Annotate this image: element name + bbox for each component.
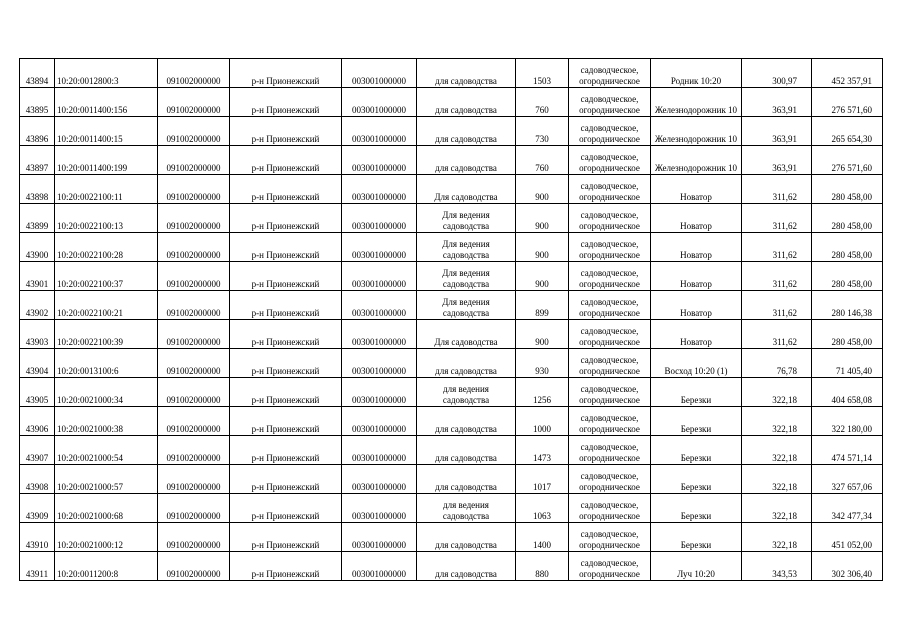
cadastral-value-cell: 451 052,00 xyxy=(812,523,883,552)
land-category-cell xyxy=(569,59,651,88)
table-row xyxy=(20,291,883,320)
specific-value-cell: 322,18 xyxy=(742,407,812,436)
permitted-use-line: для садоводства xyxy=(435,134,497,144)
land-category-cell xyxy=(569,233,651,262)
category-code-cell: 003001000000 xyxy=(342,88,417,117)
table-row xyxy=(20,262,883,291)
okato-code-cell: 091002000000 xyxy=(158,465,230,494)
land-category-line: огородническое xyxy=(579,511,640,521)
area-cell: 1063 xyxy=(516,494,569,523)
land-category-line: садоводческое, xyxy=(580,326,639,336)
specific-value-cell: 311,62 xyxy=(742,233,812,262)
permitted-use-line: для ведения xyxy=(443,500,489,510)
cadastral-value-cell: 474 571,14 xyxy=(812,436,883,465)
area-cell: 900 xyxy=(516,233,569,262)
land-category-line: огородническое xyxy=(579,453,640,463)
table-row xyxy=(20,146,883,175)
cadastral-value-cell: 322 180,00 xyxy=(812,407,883,436)
permitted-use-line: для ведения xyxy=(443,384,489,394)
cadastral-value-cell: 71 405,40 xyxy=(812,349,883,378)
area-cell: 900 xyxy=(516,204,569,233)
area-cell: 1503 xyxy=(516,59,569,88)
category-code-cell: 003001000000 xyxy=(342,262,417,291)
land-category-line: огородническое xyxy=(579,482,640,492)
permitted-use-cell xyxy=(417,233,516,262)
okato-code-cell: 091002000000 xyxy=(158,233,230,262)
cadastral-number-cell: 10:20:0022100:21 xyxy=(55,291,158,320)
permitted-use-cell xyxy=(417,59,516,88)
land-category-line: садоводческое, xyxy=(580,94,639,104)
cadastral-number-cell: 10:20:0022100:11 xyxy=(55,175,158,204)
table-row xyxy=(20,494,883,523)
okato-code-cell: 091002000000 xyxy=(158,88,230,117)
cadastral-number-cell: 10:20:0022100:28 xyxy=(55,233,158,262)
area-cell: 1473 xyxy=(516,436,569,465)
land-category-cell xyxy=(569,262,651,291)
cadastral-number-cell: 10:20:0022100:37 xyxy=(55,262,158,291)
okato-code-cell: 091002000000 xyxy=(158,523,230,552)
cadastral-number-cell: 10:20:0022100:39 xyxy=(55,320,158,349)
permitted-use-cell xyxy=(417,378,516,407)
land-category-cell xyxy=(569,117,651,146)
land-category-line: садоводческое, xyxy=(580,529,639,539)
association-name-cell: Березки xyxy=(651,407,742,436)
association-name-cell: Новатор xyxy=(651,320,742,349)
okato-code-cell: 091002000000 xyxy=(158,175,230,204)
area-cell: 730 xyxy=(516,117,569,146)
area-cell: 900 xyxy=(516,262,569,291)
okato-code-cell: 091002000000 xyxy=(158,320,230,349)
land-category-cell xyxy=(569,407,651,436)
land-category-cell xyxy=(569,552,651,581)
okato-code-cell: 091002000000 xyxy=(158,407,230,436)
association-name-cell: Березки xyxy=(651,494,742,523)
land-category-line: огородническое xyxy=(579,337,640,347)
permitted-use-line: садоводства xyxy=(442,395,490,405)
land-category-line: садоводческое, xyxy=(580,65,639,75)
okato-code-cell: 091002000000 xyxy=(158,552,230,581)
specific-value-cell: 363,91 xyxy=(742,117,812,146)
cadastral-number-cell: 10:20:0022100:13 xyxy=(55,204,158,233)
area-cell: 1256 xyxy=(516,378,569,407)
association-name-cell: Новатор xyxy=(651,204,742,233)
row-number-cell: 43899 xyxy=(20,204,55,233)
permitted-use-line: для садоводства xyxy=(435,424,497,434)
land-category-cell xyxy=(569,204,651,233)
permitted-use-line: Для ведения xyxy=(442,239,490,249)
district-cell: р-н Прионежский xyxy=(230,436,342,465)
cadastral-value-cell: 302 306,40 xyxy=(812,552,883,581)
association-name-cell: Железнодорожник 10 xyxy=(651,117,742,146)
land-category-line: огородническое xyxy=(579,308,640,318)
area-cell: 760 xyxy=(516,88,569,117)
category-code-cell: 003001000000 xyxy=(342,465,417,494)
permitted-use-cell xyxy=(417,407,516,436)
district-cell: р-н Прионежский xyxy=(230,59,342,88)
permitted-use-cell xyxy=(417,262,516,291)
permitted-use-cell xyxy=(417,436,516,465)
permitted-use-line: садоводства xyxy=(442,308,490,318)
category-code-cell: 003001000000 xyxy=(342,291,417,320)
land-category-line: огородническое xyxy=(579,163,640,173)
association-name-cell: Березки xyxy=(651,378,742,407)
okato-code-cell: 091002000000 xyxy=(158,378,230,407)
cadastral-number-cell: 10:20:0011400:199 xyxy=(55,146,158,175)
permitted-use-line: Для садоводства xyxy=(434,337,498,347)
land-category-line: огородническое xyxy=(579,192,640,202)
category-code-cell: 003001000000 xyxy=(342,407,417,436)
category-code-cell: 003001000000 xyxy=(342,59,417,88)
cadastral-value-cell: 280 458,00 xyxy=(812,204,883,233)
permitted-use-line: для садоводства xyxy=(435,453,497,463)
category-code-cell: 003001000000 xyxy=(342,117,417,146)
category-code-cell: 003001000000 xyxy=(342,146,417,175)
district-cell: р-н Прионежский xyxy=(230,291,342,320)
okato-code-cell: 091002000000 xyxy=(158,349,230,378)
row-number-cell: 43896 xyxy=(20,117,55,146)
district-cell: р-н Прионежский xyxy=(230,378,342,407)
district-cell: р-н Прионежский xyxy=(230,117,342,146)
area-cell: 880 xyxy=(516,552,569,581)
permitted-use-cell xyxy=(417,175,516,204)
land-category-cell xyxy=(569,320,651,349)
table-row xyxy=(20,407,883,436)
category-code-cell: 003001000000 xyxy=(342,436,417,465)
association-name-cell: Восход 10:20 (1) xyxy=(651,349,742,378)
cadastral-value-cell: 404 658,08 xyxy=(812,378,883,407)
table-row xyxy=(20,436,883,465)
land-category-cell xyxy=(569,175,651,204)
district-cell: р-н Прионежский xyxy=(230,407,342,436)
specific-value-cell: 322,18 xyxy=(742,465,812,494)
land-category-cell xyxy=(569,378,651,407)
land-category-line: огородническое xyxy=(579,76,640,86)
cadastral-number-cell: 10:20:0021000:12 xyxy=(55,523,158,552)
land-category-line: огородническое xyxy=(579,395,640,405)
land-category-line: садоводческое, xyxy=(580,355,639,365)
table-row xyxy=(20,465,883,494)
association-name-cell: Новатор xyxy=(651,175,742,204)
category-code-cell: 003001000000 xyxy=(342,349,417,378)
land-category-cell xyxy=(569,523,651,552)
okato-code-cell: 091002000000 xyxy=(158,262,230,291)
cadastral-number-cell: 10:20:0011200:8 xyxy=(55,552,158,581)
permitted-use-line: Для ведения xyxy=(442,268,490,278)
specific-value-cell: 363,91 xyxy=(742,146,812,175)
permitted-use-cell xyxy=(417,204,516,233)
table-row xyxy=(20,175,883,204)
cadastral-number-cell: 10:20:0021000:54 xyxy=(55,436,158,465)
land-category-line: огородническое xyxy=(579,221,640,231)
specific-value-cell: 311,62 xyxy=(742,320,812,349)
land-category-line: огородническое xyxy=(579,250,640,260)
district-cell: р-н Прионежский xyxy=(230,465,342,494)
okato-code-cell: 091002000000 xyxy=(158,494,230,523)
association-name-cell: Березки xyxy=(651,436,742,465)
area-cell: 900 xyxy=(516,175,569,204)
district-cell: р-н Прионежский xyxy=(230,146,342,175)
cadastral-number-cell: 10:20:0011400:15 xyxy=(55,117,158,146)
permitted-use-line: садоводства xyxy=(442,279,490,289)
row-number-cell: 43910 xyxy=(20,523,55,552)
row-number-cell: 43901 xyxy=(20,262,55,291)
permitted-use-line: Для ведения xyxy=(442,297,490,307)
row-number-cell: 43904 xyxy=(20,349,55,378)
cadastral-value-cell: 452 357,91 xyxy=(812,59,883,88)
area-cell: 1000 xyxy=(516,407,569,436)
specific-value-cell: 311,62 xyxy=(742,262,812,291)
okato-code-cell: 091002000000 xyxy=(158,117,230,146)
permitted-use-line: для садоводства xyxy=(435,540,497,550)
association-name-cell: Новатор xyxy=(651,233,742,262)
permitted-use-line: для садоводства xyxy=(435,482,497,492)
cadastral-number-cell: 10:20:0021000:68 xyxy=(55,494,158,523)
category-code-cell: 003001000000 xyxy=(342,552,417,581)
specific-value-cell: 311,62 xyxy=(742,291,812,320)
specific-value-cell: 363,91 xyxy=(742,88,812,117)
table-row xyxy=(20,117,883,146)
association-name-cell: Новатор xyxy=(651,262,742,291)
category-code-cell: 003001000000 xyxy=(342,233,417,262)
cadastral-number-cell: 10:20:0012800:3 xyxy=(55,59,158,88)
district-cell: р-н Прионежский xyxy=(230,88,342,117)
permitted-use-line: для садоводства xyxy=(435,366,497,376)
category-code-cell: 003001000000 xyxy=(342,204,417,233)
table-row xyxy=(20,88,883,117)
association-name-cell: Железнодорожник 10 xyxy=(651,88,742,117)
table-row xyxy=(20,378,883,407)
permitted-use-line: для садоводства xyxy=(435,105,497,115)
land-category-line: садоводческое, xyxy=(580,558,639,568)
permitted-use-cell xyxy=(417,117,516,146)
specific-value-cell: 322,18 xyxy=(742,436,812,465)
district-cell: р-н Прионежский xyxy=(230,175,342,204)
district-cell: р-н Прионежский xyxy=(230,262,342,291)
permitted-use-line: для садоводства xyxy=(435,569,497,579)
row-number-cell: 43897 xyxy=(20,146,55,175)
area-cell: 1017 xyxy=(516,465,569,494)
land-category-line: садоводческое, xyxy=(580,384,639,394)
specific-value-cell: 343,53 xyxy=(742,552,812,581)
area-cell: 899 xyxy=(516,291,569,320)
land-category-line: садоводческое, xyxy=(580,413,639,423)
row-number-cell: 43894 xyxy=(20,59,55,88)
row-number-cell: 43906 xyxy=(20,407,55,436)
land-category-line: огородническое xyxy=(579,105,640,115)
specific-value-cell: 322,18 xyxy=(742,378,812,407)
row-number-cell: 43911 xyxy=(20,552,55,581)
land-category-line: садоводческое, xyxy=(580,268,639,278)
okato-code-cell: 091002000000 xyxy=(158,146,230,175)
association-name-cell: Новатор xyxy=(651,291,742,320)
specific-value-cell: 311,62 xyxy=(742,175,812,204)
okato-code-cell: 091002000000 xyxy=(158,59,230,88)
permitted-use-line: садоводства xyxy=(442,250,490,260)
area-cell: 760 xyxy=(516,146,569,175)
cadastral-value-cell: 265 654,30 xyxy=(812,117,883,146)
land-category-line: садоводческое, xyxy=(580,471,639,481)
land-category-line: огородническое xyxy=(579,540,640,550)
table-row xyxy=(20,349,883,378)
category-code-cell: 003001000000 xyxy=(342,320,417,349)
row-number-cell: 43908 xyxy=(20,465,55,494)
land-category-line: огородническое xyxy=(579,424,640,434)
permitted-use-cell xyxy=(417,146,516,175)
okato-code-cell: 091002000000 xyxy=(158,291,230,320)
land-category-line: огородническое xyxy=(579,134,640,144)
permitted-use-cell xyxy=(417,320,516,349)
row-number-cell: 43900 xyxy=(20,233,55,262)
table-row xyxy=(20,233,883,262)
district-cell: р-н Прионежский xyxy=(230,523,342,552)
association-name-cell: Луч 10:20 xyxy=(651,552,742,581)
land-category-cell xyxy=(569,146,651,175)
land-category-line: садоводческое, xyxy=(580,297,639,307)
okato-code-cell: 091002000000 xyxy=(158,436,230,465)
area-cell: 900 xyxy=(516,320,569,349)
cadastral-value-cell: 280 458,00 xyxy=(812,233,883,262)
cadastral-value-cell: 280 458,00 xyxy=(812,262,883,291)
cadastral-number-cell: 10:20:0011400:156 xyxy=(55,88,158,117)
row-number-cell: 43895 xyxy=(20,88,55,117)
cadastral-number-cell: 10:20:0021000:57 xyxy=(55,465,158,494)
specific-value-cell: 300,97 xyxy=(742,59,812,88)
land-category-cell xyxy=(569,349,651,378)
land-category-line: садоводческое, xyxy=(580,239,639,249)
permitted-use-cell xyxy=(417,88,516,117)
specific-value-cell: 322,18 xyxy=(742,523,812,552)
cadastral-number-cell: 10:20:0021000:34 xyxy=(55,378,158,407)
category-code-cell: 003001000000 xyxy=(342,378,417,407)
cadastral-table xyxy=(19,58,883,581)
land-category-cell xyxy=(569,494,651,523)
cadastral-number-cell: 10:20:0021000:38 xyxy=(55,407,158,436)
specific-value-cell: 322,18 xyxy=(742,494,812,523)
table-row xyxy=(20,552,883,581)
specific-value-cell: 311,62 xyxy=(742,204,812,233)
permitted-use-line: садоводства xyxy=(442,511,490,521)
district-cell: р-н Прионежский xyxy=(230,320,342,349)
district-cell: р-н Прионежский xyxy=(230,204,342,233)
land-category-line: садоводческое, xyxy=(580,181,639,191)
land-category-line: садоводческое, xyxy=(580,123,639,133)
table-body xyxy=(20,59,883,581)
land-category-line: садоводческое, xyxy=(580,210,639,220)
permitted-use-cell xyxy=(417,552,516,581)
row-number-cell: 43902 xyxy=(20,291,55,320)
table-row xyxy=(20,523,883,552)
permitted-use-cell xyxy=(417,291,516,320)
table-row xyxy=(20,59,883,88)
row-number-cell: 43909 xyxy=(20,494,55,523)
category-code-cell: 003001000000 xyxy=(342,175,417,204)
land-category-line: садоводческое, xyxy=(580,500,639,510)
land-category-line: огородническое xyxy=(579,366,640,376)
permitted-use-cell xyxy=(417,349,516,378)
cadastral-value-cell: 280 146,38 xyxy=(812,291,883,320)
association-name-cell: Березки xyxy=(651,523,742,552)
association-name-cell: Березки xyxy=(651,465,742,494)
land-category-cell xyxy=(569,88,651,117)
category-code-cell: 003001000000 xyxy=(342,494,417,523)
cadastral-number-cell: 10:20:0013100:6 xyxy=(55,349,158,378)
land-category-line: садоводческое, xyxy=(580,152,639,162)
row-number-cell: 43898 xyxy=(20,175,55,204)
district-cell: р-н Прионежский xyxy=(230,494,342,523)
row-number-cell: 43907 xyxy=(20,436,55,465)
permitted-use-cell xyxy=(417,494,516,523)
permitted-use-line: для садоводства xyxy=(435,163,497,173)
district-cell: р-н Прионежский xyxy=(230,349,342,378)
permitted-use-cell xyxy=(417,465,516,494)
permitted-use-line: Для ведения xyxy=(442,210,490,220)
land-category-line: огородническое xyxy=(579,569,640,579)
association-name-cell: Родник 10:20 xyxy=(651,59,742,88)
land-category-line: садоводческое, xyxy=(580,442,639,452)
permitted-use-line: для садоводства xyxy=(435,76,497,86)
permitted-use-line: Для садоводства xyxy=(434,192,498,202)
district-cell: р-н Прионежский xyxy=(230,233,342,262)
land-category-cell xyxy=(569,465,651,494)
land-category-cell xyxy=(569,291,651,320)
cadastral-value-cell: 276 571,60 xyxy=(812,146,883,175)
cadastral-value-cell: 276 571,60 xyxy=(812,88,883,117)
cadastral-value-cell: 280 458,00 xyxy=(812,175,883,204)
table-row xyxy=(20,204,883,233)
category-code-cell: 003001000000 xyxy=(342,523,417,552)
cadastral-value-cell: 327 657,06 xyxy=(812,465,883,494)
table-row xyxy=(20,320,883,349)
okato-code-cell: 091002000000 xyxy=(158,204,230,233)
cadastral-value-cell: 342 477,34 xyxy=(812,494,883,523)
permitted-use-cell xyxy=(417,523,516,552)
district-cell: р-н Прионежский xyxy=(230,552,342,581)
row-number-cell: 43903 xyxy=(20,320,55,349)
specific-value-cell: 76,78 xyxy=(742,349,812,378)
area-cell: 1400 xyxy=(516,523,569,552)
land-category-line: огородническое xyxy=(579,279,640,289)
cadastral-value-cell: 280 458,00 xyxy=(812,320,883,349)
area-cell: 930 xyxy=(516,349,569,378)
association-name-cell: Железнодорожник 10 xyxy=(651,146,742,175)
land-category-cell xyxy=(569,436,651,465)
row-number-cell: 43905 xyxy=(20,378,55,407)
permitted-use-line: садоводства xyxy=(442,221,490,231)
